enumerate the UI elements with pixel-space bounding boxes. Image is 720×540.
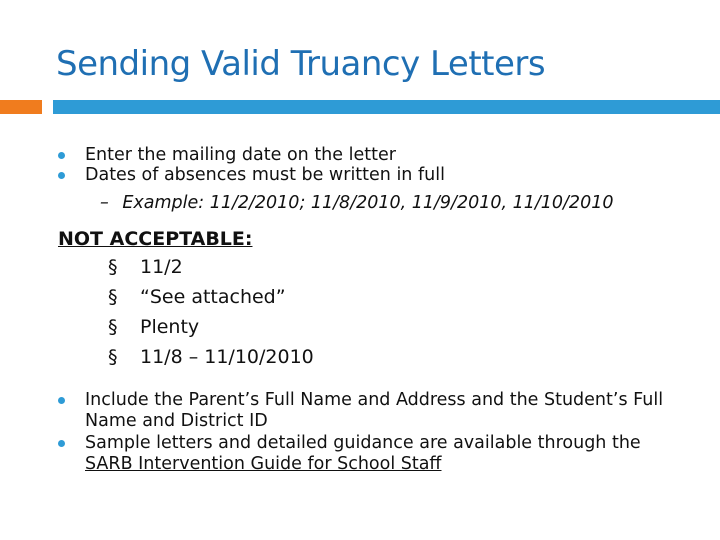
bullet-list-bottom [58,390,698,476]
bullet-dot-icon [58,397,65,404]
example-line [100,193,613,213]
section-mark-icon: § [108,286,118,308]
bullet-dot-icon [58,152,65,159]
section-mark-icon: § [108,316,118,338]
bullet-dot-icon [58,172,65,179]
bullet-item: Sample letters and detailed guidance are available through the SARB Intervention Guide for School Staff [58,433,698,476]
dash-marker: – [100,193,109,213]
slide-title: Sending Valid Truancy Letters [56,44,546,84]
section-mark-icon: § [108,256,118,278]
accent-bar-orange [0,100,42,114]
not-acceptable-heading: NOT ACCEPTABLE: [58,228,253,250]
accent-bar-blue [53,100,720,114]
bullet-dot-icon [58,440,65,447]
example-text: Example: 11/2/2010; 11/8/2010, 11/9/2010, 11/10/2010 [122,193,614,213]
section-mark-icon: § [108,346,118,368]
sarb-guide-link[interactable]: SARB Intervention Guide for School Staff [85,454,442,474]
bullet-item: Include the Parent’s Full Name and Address and the Student’s Full Name and District ID [58,390,698,433]
